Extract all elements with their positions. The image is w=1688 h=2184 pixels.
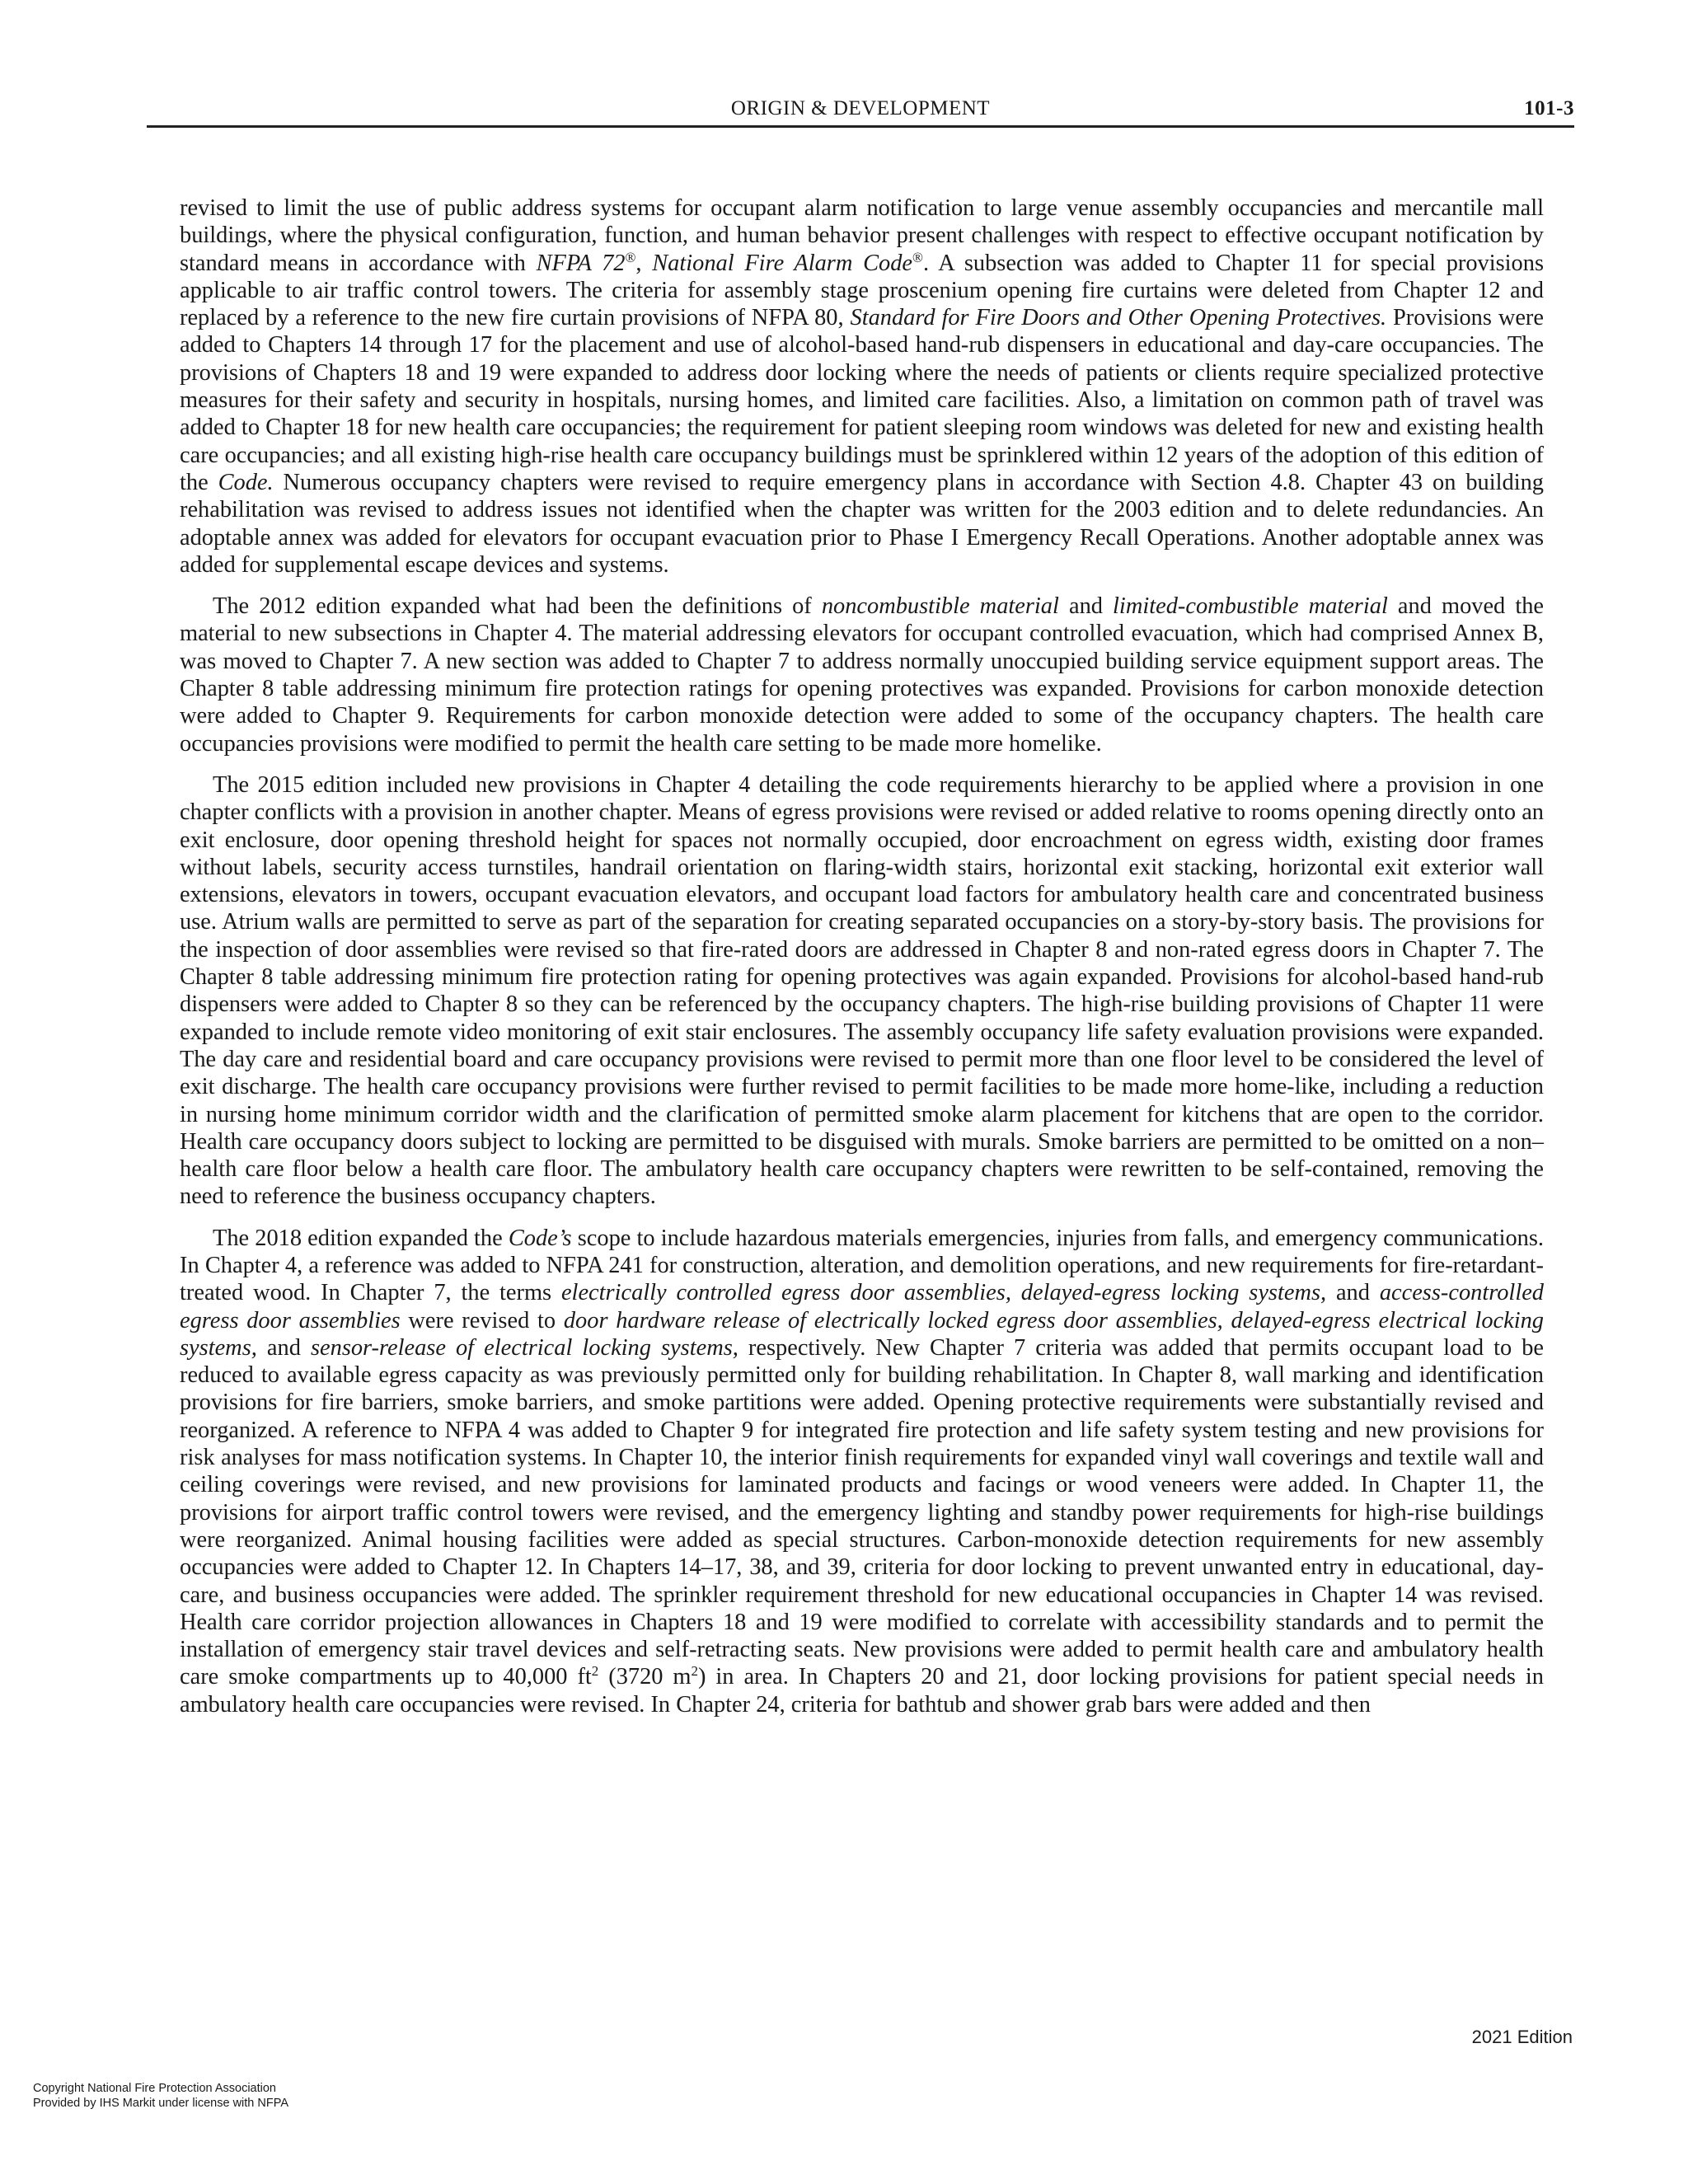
- italic-text: National Fire Alarm Code: [652, 250, 913, 276]
- text-run: ) in area. In Chapters 20 and 21, door locking provisions for patient special needs in ambulatory health care occupancies were revised. In Chapter 24, criteria for bathtub and shower grab bars were added and then: [180, 1664, 1544, 1718]
- text-run: respectively. New Chapter 7 criteria was added that permits occupant load to be reduced to available egress capacity as was previously permitted only for building rehabilitation. In Chapter 8, wall marking and identification provisions for fire barriers, smoke barriers, and smoke partitions were added. Opening protective requirements were substantially revised and reorganized. A reference to NFPA 4 was added to Chapter 9 for integrated fire protection and life safety system testing and new provisions for risk analyses for mass notification systems. In Chapter 10, the interior finish requirements for expanded vinyl wall coverings and textile wall and ceiling coverings were revised, and new provisions for laminated products and facings or wood veneers were added. In Chapter 11, the provisions for airport traffic control towers were revised, and the emergency lighting and standby power requirements for high-rise buildings were reorganized. Animal housing facilities were added as special structures. Carbon-monoxide detection requirements for new assembly occupancies were added to Chapter 12. In Chapters 14–17, 38, and 39, criteria for door locking to prevent unwanted entry in educational, day-care, and business occupancies were added. The sprinkler requirement threshold for new educational occupancies in Chapter 14 was revised. Health care corridor projection allowances in Chapters 18 and 19 were modified to correlate with accessibility standards and to permit the installation of emergency stair travel devices and self-retracting seats. New provisions were added to permit health care and ambulatory health care smoke compartments up to 40,000 ft: [180, 1334, 1545, 1690]
- italic-text: NFPA 72: [536, 250, 626, 276]
- paragraph: [180, 771, 1544, 1211]
- text-run: and: [1326, 1280, 1380, 1306]
- body-text: [180, 194, 1544, 1732]
- text-run: Numerous occupancy chapters were revised to require emergency plans in accordance with Section 4.8. Chapter 43 on building rehabilitation was revised to address issues not identified when the chapter was written for the 2003 edition and to delete redundancies. An adoptable annex was added for elevators for occupant evacuation prior to Phase I Emergency Recall Operations. Another adoptable annex was added for supplemental escape devices and systems.: [180, 469, 1544, 578]
- running-title: ORIGIN & DEVELOPMENT: [730, 97, 991, 120]
- italic-text: Standard for Fire Doors and Other Opening Protectives.: [850, 305, 1387, 331]
- italic-text: Code.: [218, 469, 274, 495]
- page-number: 101-3: [1524, 97, 1574, 120]
- italic-text: access-controlled egress door assemblies: [180, 1280, 1545, 1333]
- text-run: Provisions were added to Chapters 14 through 17 for the placement and use of alcohol-based hand-rub dispensers in educational and day-care occupancies. The provisions of Chapters 18 and 19 were expanded to address door locking where the needs of patients or clients require specialized protective measures for their safety and security in hospitals, nursing homes, and limited care facilities. Also, a limitation on common path of travel was added to Chapter 18 for new health care occupancies; the requirement for patient sleeping room windows was deleted for new and existing health care occupancies; and all existing high-rise health care occupancy buildings must be sprinklered within 12 years of the adoption of this edition of the: [180, 305, 1544, 495]
- text-run: and: [1058, 593, 1114, 620]
- italic-text: electrically controlled egress door assemblies, delayed-egress locking systems,: [560, 1280, 1327, 1306]
- paragraph: [180, 593, 1544, 757]
- copyright-line: Copyright National Fire Protection Association: [33, 2082, 276, 2095]
- text-run: . A subsection was added to Chapter 11 for special provisions applicable to air traffic control towers. The criteria for assembly stage proscenium opening fire curtains were deleted from Chapter 12 and replaced by a reference to the new fire curtain provisions of NFPA 80,: [180, 250, 1544, 331]
- text-run: scope to include hazardous materials emergencies, injuries from falls, and emergency communications. In Chapter 4, a reference was added to NFPA 241 for construction, alteration, and demolition operations, and new requirements for fire-retardant-treated wood. In Chapter 7, the terms: [180, 1225, 1544, 1306]
- text-run: ,: [635, 250, 653, 276]
- text-run: The 2015 edition included new provisions in Chapter 4 detailing the code requirements hierarchy to be applied where a provision in one chapter conflicts with a provision in another chapter. Means of egress provisions were revised or added relative to rooms opening directly onto an exit enclosure, door opening threshold height for spaces not normally occupied, door encroachment on egress width, existing door frames without labels, security access turnstiles, handrail orientation on flaring-width stairs, horizontal exit stacking, horizontal exit exterior wall extensions, elevators in towers, occupant evacuation elevators, and occupant load factors for ambulatory health care and concentrated business use. Atrium walls are permitted to serve as part of the separation for creating separated occupancies on a story-by-story basis. The provisions for the inspection of door assemblies were revised so that fire-rated doors are addressed in Chapter 8 and non-rated egress doors in Chapter 7. The Chapter 8 table addressing minimum fire protection rating for opening protectives was again expanded. Provisions for alcohol-based hand-rub dispensers were added to Chapter 8 so they can be referenced by the occupancy chapters. The high-rise building provisions of Chapter 11 were expanded to include remote video monitoring of exit stair enclosures. The assembly occupancy life safety evaluation provisions were expanded. The day care and residential board and care occupancy provisions were revised to permit more than one floor level to be considered the level of exit discharge. The health care occupancy provisions were further revised to permit facilities to be made more home-like, including a reduction in nursing home minimum corridor width and the clarification of permitted smoke alarm placement for kitchens that are open to the corridor. Health care occupancy doors subject to locking are permitted to be disguised with murals. Smoke barriers are permitted to be omitted on a non–health care floor below a health care floor. The ambulatory health care occupancy chapters were rewritten to be self-contained, removing the need to reference the business occupancy chapters.: [180, 771, 1544, 1210]
- edition-label: 2021 Edition: [1471, 2027, 1573, 2047]
- license-line: Provided by IHS Markit under license with NFPA: [33, 2097, 288, 2110]
- italic-text: noncombustible material: [821, 593, 1059, 620]
- running-header: [147, 94, 1574, 128]
- copyright-notice: [33, 2081, 288, 2111]
- text-run: The 2018 edition expanded the: [213, 1225, 509, 1251]
- text-run: (3720 m: [598, 1664, 692, 1690]
- italic-text: door hardware release of electrically locked egress door assemblies, delayed-egress electrical locking systems,: [180, 1307, 1544, 1361]
- text-run: and: [256, 1334, 311, 1361]
- text-run: and moved the material to new subsections in Chapter 4. The material addressing elevators for occupant controlled evacuation, which had comprised Annex B, was moved to Chapter 7. A new section was added to Chapter 7 to address normally unoccupied building service equipment support areas. The Chapter 8 table addressing minimum fire protection ratings for opening protectives was expanded. Provisions for carbon monoxide detection were added to Chapter 9. Requirements for carbon monoxide detection were added to some of the occupancy chapters. The health care occupancies provisions were modified to permit the health care setting to be made more homelike.: [180, 593, 1545, 757]
- superscript: 2: [591, 1663, 599, 1680]
- superscript: 2: [691, 1663, 699, 1680]
- superscript: ®: [912, 249, 923, 265]
- italic-text: sensor-release of electrical locking systems,: [310, 1334, 738, 1361]
- text-run: were revised to: [400, 1307, 564, 1333]
- text-run: revised to limit the use of public address systems for occupant alarm notification to large venue assembly occupancies and mercantile mall buildings, where the physical configuration, function, and human behavior present challenges with respect to effective occupant notification by standard means in accordance with: [180, 195, 1544, 276]
- text-run: The 2012 edition expanded what had been the definitions of: [213, 593, 822, 620]
- superscript: ®: [625, 249, 636, 265]
- italic-text: Code’s: [508, 1225, 572, 1251]
- paragraph: [180, 1225, 1544, 1718]
- paragraph: [180, 194, 1544, 579]
- italic-text: limited-combustible material: [1113, 593, 1388, 620]
